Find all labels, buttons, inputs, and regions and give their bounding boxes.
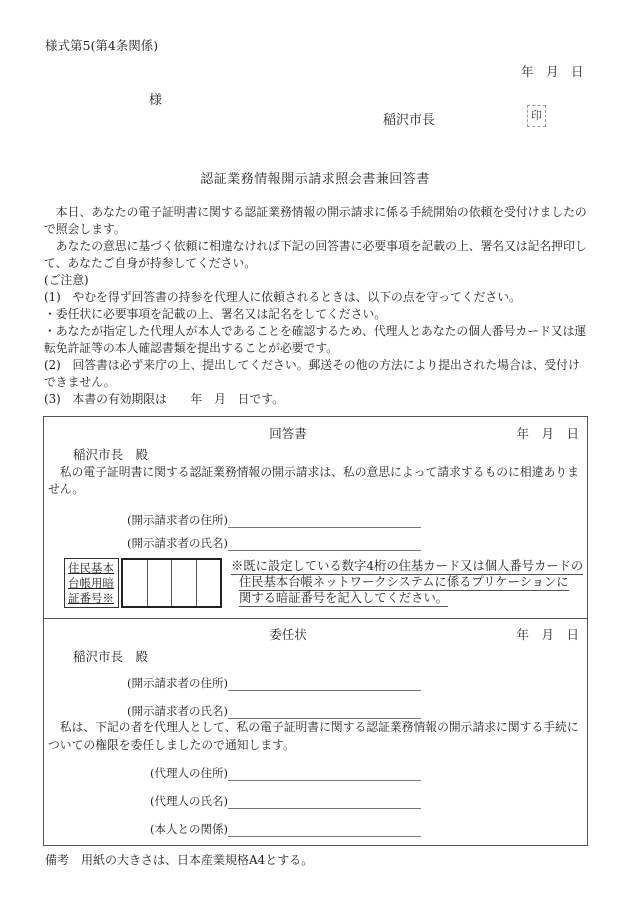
proxy-statement: 私は、下記の者を代理人として、私の電子証明書に関する認証業務情報の開示請求に関する手続についての権限を委任しましたので通知します。: [48, 720, 579, 752]
reply-addressee: 稲沢市長 殿: [73, 447, 149, 462]
header-date: 年 月 日: [521, 64, 584, 79]
field-input-line: [228, 765, 421, 781]
reply-statement: 私の電子証明書に関する認証業務情報の開示請求は、私の意思によって請求するものに相違ありません。: [48, 465, 579, 496]
proxy-section-title: 委任状: [269, 627, 307, 642]
pin-digit-cell: [197, 560, 221, 606]
reply-section-title: 回答書: [269, 426, 307, 441]
pin-digit-grid: [121, 558, 222, 608]
pin-label-line: 住民基本: [68, 561, 114, 575]
field-input-line: [228, 512, 421, 528]
proxy-section-date: 年 月 日: [516, 627, 579, 642]
notice-block: [44, 204, 590, 408]
proxy-addressee: 稲沢市長 殿: [73, 649, 149, 664]
field-row-requester-name: [124, 535, 421, 551]
form-number: 様式第5(第4条関係): [45, 38, 159, 53]
addressee-suffix: 様: [149, 93, 163, 108]
pin-digit-cell: [123, 560, 148, 606]
field-label: (本人との関係): [150, 822, 228, 836]
field-label: (代理人の住所): [150, 766, 228, 780]
notice-bullet: ・委任状に必要事項を記載の上、署名又は記名をしてください。: [44, 307, 387, 321]
notice-caution-heading: (ご注意): [44, 273, 89, 287]
mayor-name: 稲沢市長: [383, 113, 436, 128]
notice-item-3: (3) 本書の有効期限は 年 月 日です。: [44, 392, 284, 406]
field-input-line: [228, 793, 421, 809]
pin-label-cell: [64, 558, 119, 608]
field-label: (開示請求者の住所): [127, 513, 228, 527]
field-input-line: [228, 821, 421, 837]
field-row-requester-address: [124, 512, 421, 528]
form-box: [43, 416, 588, 846]
notice-paragraph: あなたの意思に基づく依頼に相違なければ下記の回答書に必要事項を記載の上、署名又は記名押印して、あなたご自身が持参してください。: [44, 239, 587, 270]
document-title: 認証業務情報開示請求照会書兼回答書: [200, 172, 430, 187]
pin-digit-cell: [148, 560, 173, 606]
field-label: (開示請求者の氏名): [127, 704, 228, 718]
field-label: (開示請求者の住所): [127, 676, 228, 690]
field-input-line: [228, 703, 421, 719]
pin-label-line: 証番号※: [68, 591, 114, 605]
pin-note-line: 住民基本台帳ネットワークシステムに係るプリケーションに: [239, 575, 569, 589]
seal-mark: 印: [527, 105, 546, 127]
field-input-line: [228, 535, 421, 551]
pin-note: [231, 558, 583, 607]
field-label: (開示請求者の氏名): [127, 536, 228, 550]
reply-section-date: 年 月 日: [516, 426, 579, 441]
notice-bullet: ・あなたが指定した代理人が本人であることを確認するため、代理人とあなたの個人番号カード又は運転免許証等の本人確認書類を提出することが必要です。: [44, 324, 587, 355]
field-row-proxy-name: [124, 793, 421, 809]
pin-note-line: 関する暗証番号を記入してください。: [239, 591, 449, 605]
notice-paragraph: 本日、あなたの電子証明書に関する認証業務情報の開示請求に係る手続開始の依頼を受付けましたので照会します。: [44, 205, 587, 236]
pin-area: [64, 558, 583, 608]
field-label: (代理人の氏名): [150, 794, 228, 808]
pin-label-line: 台帳用暗: [68, 576, 114, 590]
pin-note-line: ※既に設定している数字4桁の住基カード又は個人番号カードの: [231, 559, 584, 573]
field-row-requester-address: [124, 675, 421, 691]
notice-item-2: (2) 回答書は必ず来庁の上、提出してください。郵送その他の方法により提出された場合は、受付けできません。: [44, 358, 580, 389]
field-row-relationship: [124, 821, 421, 837]
pin-digit-cell: [172, 560, 197, 606]
field-row-proxy-address: [124, 765, 421, 781]
field-row-requester-name: [124, 703, 421, 719]
field-input-line: [228, 675, 421, 691]
footer-note: 備考 用紙の大きさは、日本産業規格A4とする。: [45, 853, 314, 867]
notice-item-1: (1) やむを得ず回答書の持参を代理人に依頼されるときは、以下の点を守ってください。: [44, 290, 521, 304]
section-divider: [44, 618, 587, 619]
